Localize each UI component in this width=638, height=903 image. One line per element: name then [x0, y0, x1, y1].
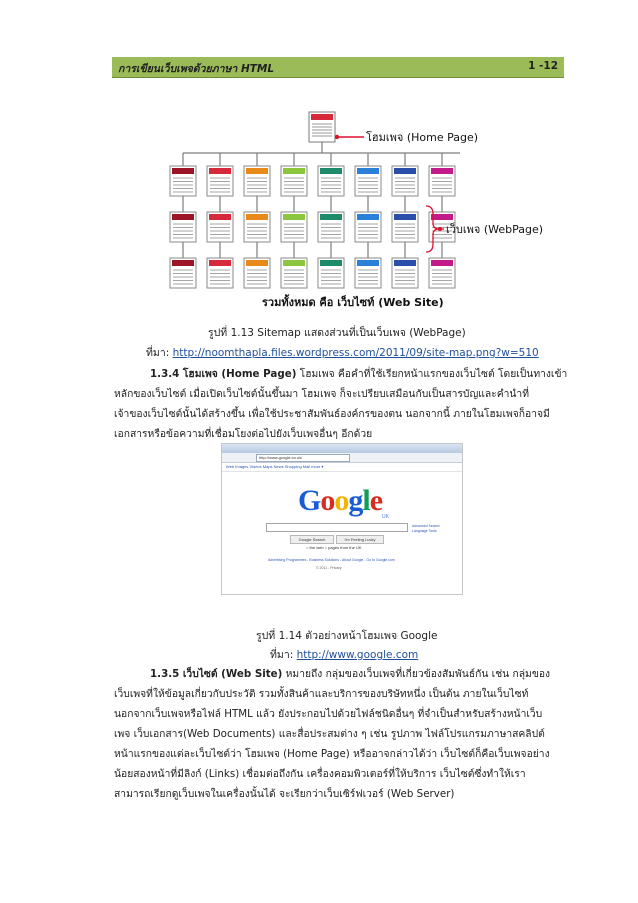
webpage-columns [170, 153, 455, 288]
webpage-icon-header [209, 260, 231, 266]
google-search-button: Google Search [290, 535, 334, 544]
section-homepage-line: เจ้าของเว็บไซต์นั้นได้สร้างขึ้น เพื่อใช้ประชาสัมพันธ์องค์กรของตน นอกจากนี้ ภายในโฮมเพจก็อาจมี [114, 408, 550, 420]
website-label: รวมทั้งหมด คือ เว็บไซท์ (Web Site) [262, 296, 444, 309]
section-website-line: หน้าแรกของแต่ละเว็บไซต์ว่า โฮมเพจ (Home Page) หรืออาจกล่าวได้ว่า เว็บไซต์ก็คือเว็บเพจอย่าง [114, 748, 550, 760]
google-logo-letter: G [298, 484, 321, 517]
google-logo-letter: e [369, 484, 383, 517]
webpage-icon-header [357, 168, 379, 174]
document-title: การเขียนเว็บเพจด้วยภาษา HTML [118, 63, 275, 75]
advanced-search-link: Advanced Search [412, 524, 440, 528]
google-logo-letter: g [348, 484, 363, 517]
browser-titlebar [222, 444, 462, 453]
google-region-label: UK [382, 514, 389, 520]
figure2-source [270, 646, 418, 663]
section-website-line: นอกจากเว็บเพจหรือไฟล์ HTML แล้ว ยังประกอบไปด้วยไฟล์ชนิดอื่นๆ ที่จำเป็นสำหรับสร้างหน้าเว็บ [114, 708, 543, 720]
webpage-icon-header [394, 168, 416, 174]
figure2-source-link[interactable]: http://www.google.com [296, 649, 419, 661]
google-nav-links: Web Images Videos Maps News Shopping Mail more ▾ [222, 463, 462, 472]
webpage-icon-header [431, 214, 453, 220]
google-logo-letter: o [320, 484, 335, 517]
webpage-icon-header [320, 214, 342, 220]
webpage-icon-header [283, 168, 305, 174]
webpage-icon-header [431, 260, 453, 266]
webpage-icon-header [357, 260, 379, 266]
section-website-line: น้อยสองหน้าที่มีลิงก์ (Links) เชื่อมต่อถึงกัน เครื่องคอมพิวเตอร์ที่ให้บริการ เว็บไซต์ซึ่งทำให้เรา [114, 768, 526, 780]
section-homepage [114, 364, 566, 444]
section-website-heading: 1.3.5 เว็บไซต์ (Web Site) [150, 668, 283, 680]
webpage-icon-header [394, 260, 416, 266]
webpage-icon-header [246, 260, 268, 266]
webpage-icon-header [172, 214, 194, 220]
figure2-caption: รูปที่ 1.14 ตัวอย่างหน้าโฮมเพจ Google [256, 630, 438, 642]
webpage-pointer-dot [438, 227, 442, 231]
webpage-icon-header [394, 214, 416, 220]
webpage-icon-header [209, 214, 231, 220]
google-search-input [266, 523, 408, 532]
section-website [114, 664, 566, 804]
figure1-source [146, 344, 539, 361]
google-logo [298, 484, 382, 518]
browser-address-bar [222, 453, 462, 463]
google-search-scope: ○ the web ○ pages from the UK [306, 545, 362, 550]
page-number: 1 -12 [528, 60, 558, 72]
webpage-icon-header [172, 168, 194, 174]
webpage-icon-header [246, 168, 268, 174]
figure1-source-link[interactable]: http://noomthapla.files.wordpress.com/2011/09/site-map.png?w=510 [172, 347, 539, 359]
figure1-caption: รูปที่ 1.13 Sitemap แสดงส่วนที่เป็นเว็บเพจ (WebPage) [208, 327, 466, 339]
section-homepage-heading: 1.3.4 โฮมเพจ (Home Page) [150, 368, 297, 380]
webpage-icon-header [431, 168, 453, 174]
section-website-line: เพจ เว็บเอกสาร(Web Documents) และสื่อประสมต่าง ๆ เช่น รูปภาพ ไฟล์โปรแกรมภาษาสคลิปต์ [114, 728, 545, 740]
webpage-icon-header [283, 260, 305, 266]
section-website-line: หมายถึง กลุ่มของเว็บเพจที่เกี่ยวข้องสัมพันธ์กัน เช่น กลุ่มของ [282, 668, 551, 680]
section-website-line: สามารถเรียกดูเว็บเพจในเครื่องนั้นได้ จะเรียกว่าเว็บเซิร์ฟเวอร์ (Web Server) [114, 788, 455, 800]
browser-url: http://www.google.co.uk/ [256, 454, 350, 462]
google-logo-letter: l [362, 484, 370, 517]
figure1-source-prefix: ที่มา: [146, 347, 173, 359]
google-logo-letter: o [334, 484, 349, 517]
webpage-label: เว็บเพจ (WebPage) [446, 223, 544, 236]
webpage-icon-header [357, 214, 379, 220]
home-page-icon-header [311, 114, 333, 120]
section-homepage-line: เอกสารหรือข้อความที่เชื่อมโยงต่อไปยังเว็บเพจอื่นๆ อีกด้วย [114, 428, 373, 440]
feeling-lucky-button: I'm Feeling Lucky [336, 535, 384, 544]
google-side-links [412, 524, 440, 534]
google-footer-links: Advertising Programmes - Business Solutions - About Google - Go to Google.com [268, 558, 395, 562]
sitemap-figure [150, 96, 550, 314]
webpage-icon-header [246, 214, 268, 220]
google-homepage-screenshot [221, 443, 463, 595]
home-pointer-dot [335, 135, 339, 139]
webpage-icon-header [320, 168, 342, 174]
webpage-icon-header [172, 260, 194, 266]
language-tools-link: Language Tools [412, 529, 437, 533]
header-bar [112, 57, 564, 78]
figure2-source-prefix: ที่มา: [270, 649, 297, 661]
home-page-label: โฮมเพจ (Home Page) [366, 131, 479, 144]
section-homepage-line: โฮมเพจ คือคำที่ใช้เรียกหน้าแรกของเว็บไซต์ โดยเป็นทางเข้า [296, 368, 568, 380]
webpage-icon-header [320, 260, 342, 266]
section-website-line: เว็บเพจที่ให้ข้อมูลเกี่ยวกับประวัติ รวมทั้งสินค้าและบริการของบริษัทหนึ่ง เป็นต้น ภายในเว็บไซท์ [114, 688, 529, 700]
sitemap-diagram [150, 96, 550, 314]
google-footer-copyright: © 2011 - Privacy [316, 566, 342, 570]
webpage-icon-header [283, 214, 305, 220]
webpage-icon-header [209, 168, 231, 174]
section-homepage-line: หลักของเว็บไซต์ เมื่อเปิดเว็บไซต์นั้นขึ้นมา โฮมเพจ ก็จะเปรียบเสมือนกับเป็นสารบัญและคำนำที่ [114, 388, 529, 400]
